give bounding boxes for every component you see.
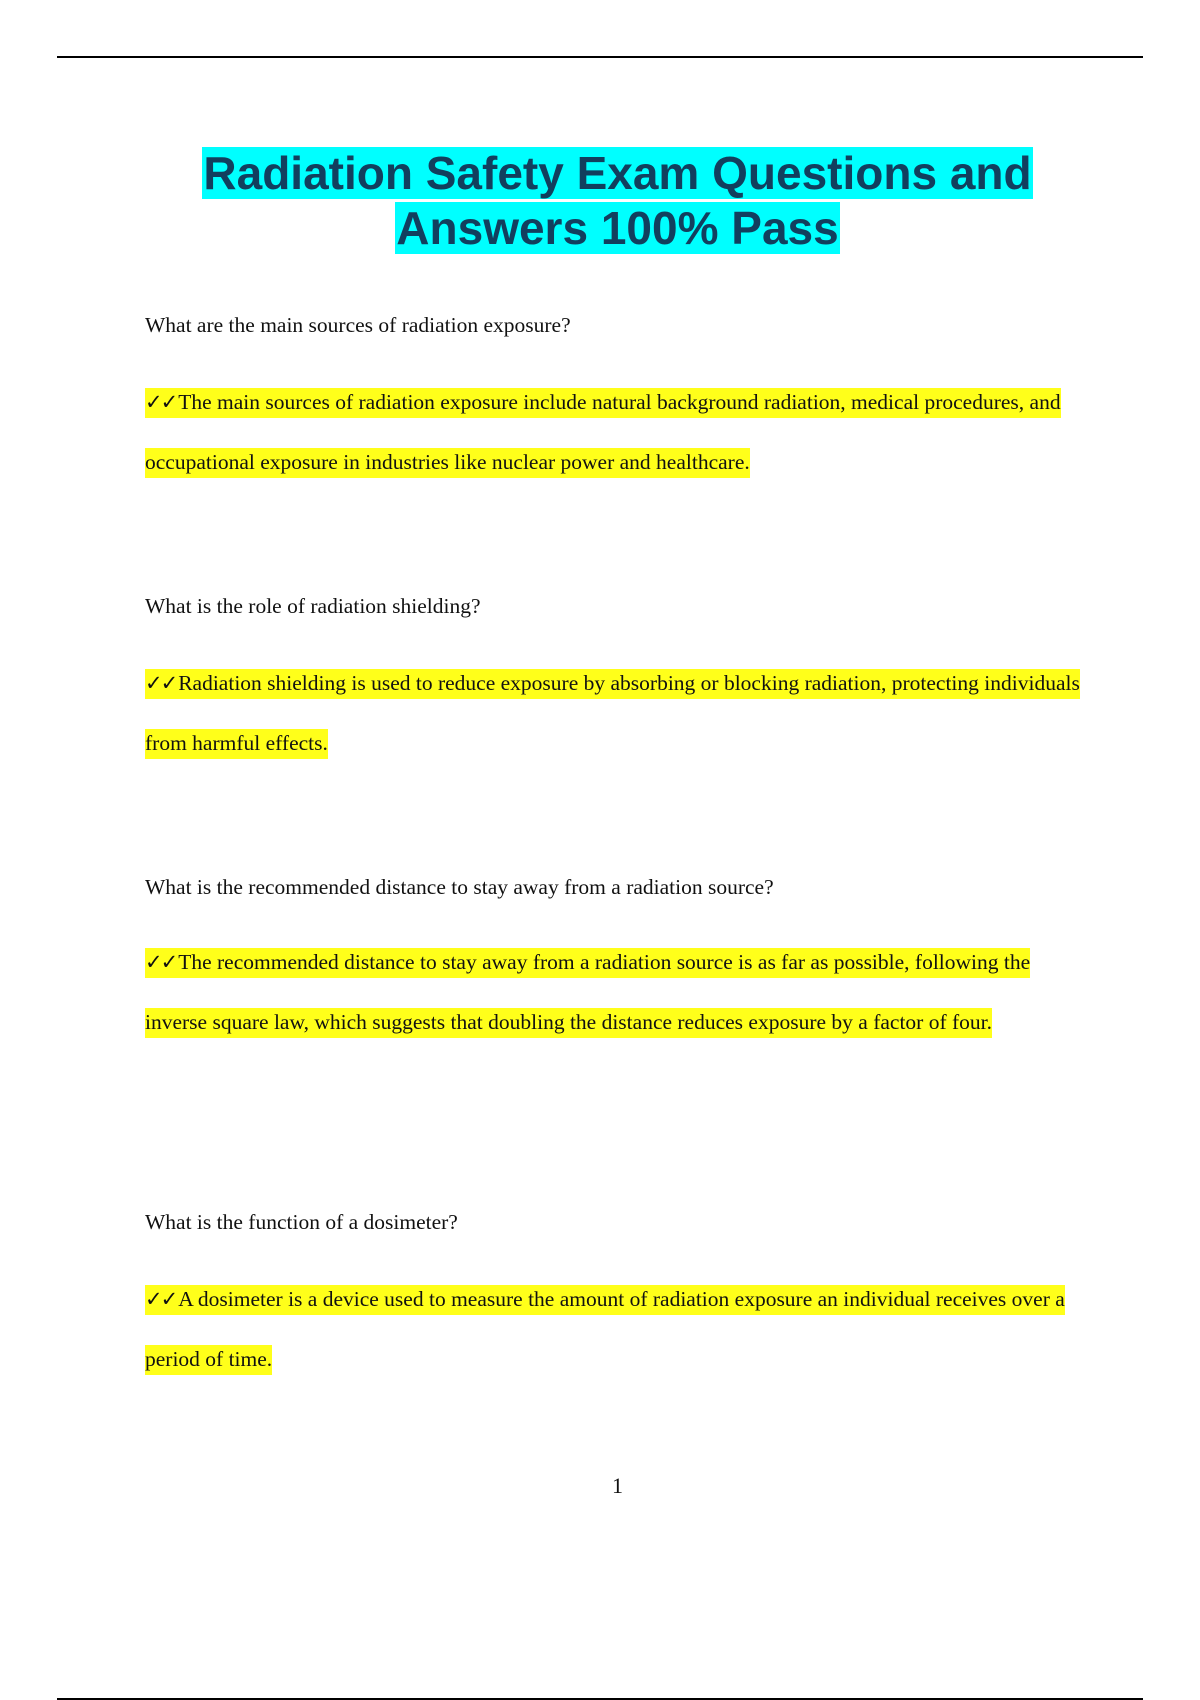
answer-1-text: The main sources of radiation exposure include natural background radiation, medical procedures, and occupational exposure in industries like nuclear power and healthcare. xyxy=(145,390,1061,474)
question-2: What is the role of radiation shielding? xyxy=(145,594,481,618)
answer-1 xyxy=(145,372,1085,492)
answer-3-highlight xyxy=(145,948,1030,1038)
answer-4 xyxy=(145,1269,1085,1389)
document-title xyxy=(0,146,1200,256)
answer-1-highlight xyxy=(145,388,1061,478)
checkmark-icon: ✓✓ xyxy=(145,671,177,695)
answer-4-highlight xyxy=(145,1285,1065,1375)
answer-2-highlight xyxy=(145,669,1080,759)
question-4: What is the function of a dosimeter? xyxy=(145,1210,458,1234)
checkmark-icon: ✓✓ xyxy=(145,1287,177,1311)
answer-2-text: Radiation shielding is used to reduce exposure by absorbing or blocking radiation, protecting individuals from harmful effects. xyxy=(145,671,1080,755)
checkmark-icon: ✓✓ xyxy=(145,950,177,974)
answer-3-text: The recommended distance to stay away from a radiation source is as far as possible, following the inverse square law, which suggests that doubling the distance reduces exposure by a factor of four. xyxy=(145,950,1031,1034)
answer-3 xyxy=(145,932,1085,1052)
question-1: What are the main sources of radiation exposure? xyxy=(145,313,571,337)
page-number: 1 xyxy=(612,1473,623,1498)
checkmark-icon: ✓✓ xyxy=(145,390,177,414)
title-line-1: Radiation Safety Exam Questions and xyxy=(203,147,1032,199)
answer-2 xyxy=(145,653,1085,773)
answer-4-text: A dosimeter is a device used to measure the amount of radiation exposure an individual receives over a period of time. xyxy=(145,1287,1065,1371)
question-3: What is the recommended distance to stay away from a radiation source? xyxy=(145,875,774,899)
top-rule xyxy=(57,56,1143,58)
title-line-2: Answers 100% Pass xyxy=(396,202,839,254)
